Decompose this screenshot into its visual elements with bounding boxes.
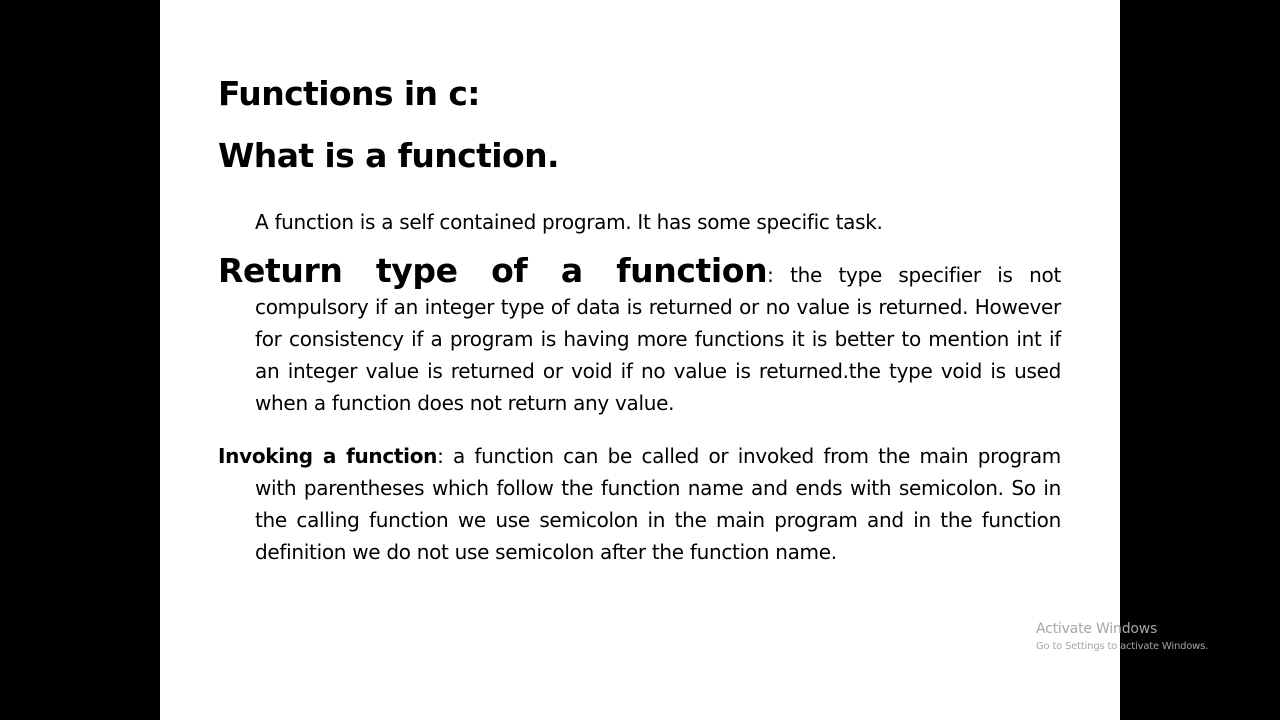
invoking-colon: : [437,444,453,468]
return-type-text: the type specifier is not compulsory if an integer type of data is returned or no value is returned. However for consistency if a program is having more functions it is better to mention int if an integer value is returned or void if no value is returned.the type void is used when a function does not return any value. [255,263,1061,415]
invoking-term: Invoking a function [218,444,438,468]
return-type-colon: : [767,263,791,287]
return-type-term: Return type of a function [218,251,768,290]
slide-subtitle: What is a function. [218,136,559,175]
watermark-subtitle: Go to Settings to activate Windows. [1036,641,1209,652]
slide-title: Functions in c: [218,74,480,113]
activate-windows-watermark [1036,620,1208,656]
watermark-title: Activate Windows [1036,621,1158,637]
intro-text: A function is a self contained program. It has some specific task. [255,210,883,234]
invoking-paragraph [218,440,1061,568]
return-type-paragraph [218,251,1061,419]
invoking-text: a function can be called or invoked from the main program with parentheses which follow the function name and ends with semicolon. So in the calling function we use semicolon in the main program and in the function definition we do not use semicolon after the function name. [255,444,1061,564]
slide [160,0,1120,720]
